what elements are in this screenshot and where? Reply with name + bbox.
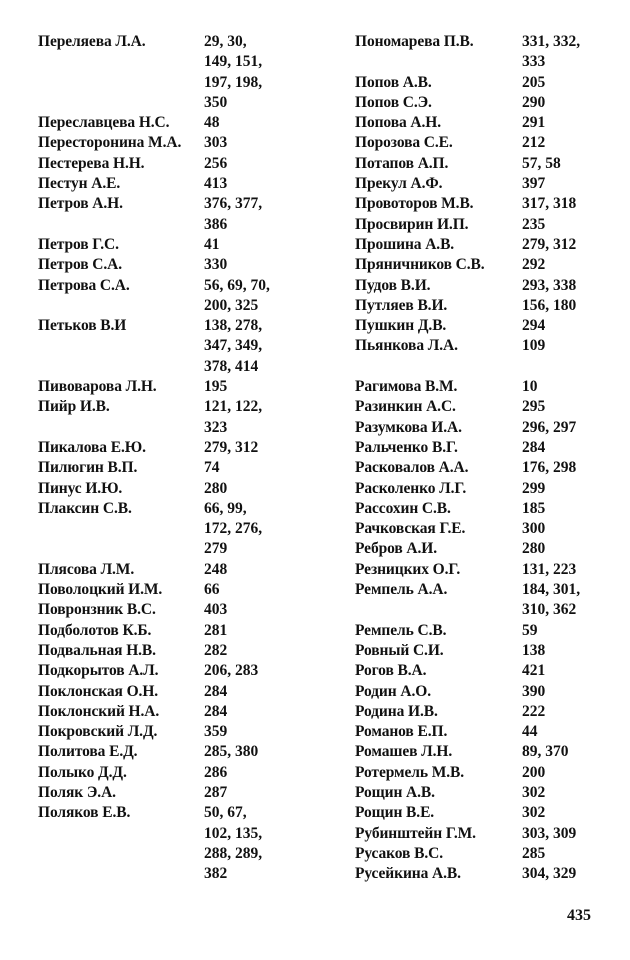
page-reference-line: 44 — [522, 723, 538, 741]
author-name: Покровский Л.Д. — [38, 723, 158, 741]
page-references — [204, 438, 330, 458]
author-name: Романов Е.П. — [355, 723, 448, 741]
author-name: Ремпель А.А. — [355, 581, 448, 599]
author-name: Пушкин Д.В. — [355, 317, 447, 335]
index-entry — [355, 377, 617, 397]
page-reference-line: 57, 58 — [522, 154, 561, 172]
author-name: Плясова Л.М. — [38, 560, 135, 578]
index-entry — [355, 621, 617, 641]
author-name: Родин А.О. — [355, 682, 431, 700]
page-references — [522, 641, 617, 661]
page-reference-line: 66, 99, — [204, 499, 247, 517]
index-entry — [355, 296, 617, 316]
page-references — [204, 742, 330, 762]
page-references — [522, 316, 617, 336]
author-name: Петьков В.И — [38, 317, 127, 335]
page-reference-line: 294 — [522, 317, 546, 335]
page-references — [522, 621, 617, 641]
page-reference-line: 184, 301, — [522, 581, 581, 599]
page-reference-line: 285 — [522, 844, 546, 862]
page-references — [522, 783, 617, 803]
page-reference-line: 74 — [204, 459, 220, 477]
page-reference-line: 222 — [522, 702, 546, 720]
index-entry — [38, 702, 330, 722]
author-name: Подкорытов А.Л. — [38, 662, 159, 680]
page-reference-line: 300 — [522, 520, 546, 538]
index-entry — [355, 864, 617, 884]
page-reference-line: 284 — [204, 702, 228, 720]
index-entry — [38, 742, 330, 762]
index-entry — [355, 357, 617, 377]
author-name: Прошина А.В. — [355, 235, 455, 253]
page-reference-line: 59 — [522, 621, 538, 639]
index-entry — [38, 499, 330, 560]
page-reference-line: 281 — [204, 621, 228, 639]
index-entry — [355, 174, 617, 194]
author-name: Провоторов М.В. — [355, 195, 474, 213]
page-references — [522, 702, 617, 722]
index-entry — [355, 93, 617, 113]
index-entry — [355, 418, 617, 438]
page-reference-line: 131, 223 — [522, 560, 577, 578]
author-name: Пикалова Е.Ю. — [38, 438, 146, 456]
index-entry — [355, 73, 617, 93]
index-entry — [38, 113, 330, 133]
author-name: Рассохин С.В. — [355, 499, 451, 517]
page-reference-line: 347, 349, — [204, 337, 263, 355]
index-entry — [355, 316, 617, 336]
index-entry — [38, 682, 330, 702]
index-entry — [355, 539, 617, 559]
index-entry — [38, 377, 330, 397]
index-entry — [38, 154, 330, 174]
author-name: Потапов А.П. — [355, 154, 449, 172]
page-references — [522, 215, 617, 235]
page-reference-line: 176, 298 — [522, 459, 577, 477]
page-reference-line: 156, 180 — [522, 296, 577, 314]
page-reference-line: 376, 377, — [204, 195, 263, 213]
page-references — [522, 722, 617, 742]
index-entry — [355, 519, 617, 539]
page-reference-line: 303 — [204, 134, 228, 152]
author-name: Петров А.Н. — [38, 195, 123, 213]
index-entry — [38, 255, 330, 275]
author-name: Пьянкова Л.А. — [355, 337, 458, 355]
index-entry — [355, 32, 617, 73]
index-entry — [38, 722, 330, 742]
page-references — [522, 539, 617, 559]
page-reference-line: 205 — [522, 73, 546, 91]
page-references — [522, 296, 617, 316]
author-name: Пийр И.В. — [38, 398, 110, 416]
author-name: Поклонская О.Н. — [38, 682, 159, 700]
page-reference-line: 413 — [204, 175, 228, 193]
page-reference-line: 10 — [522, 378, 538, 396]
index-entry — [355, 499, 617, 519]
index-entry — [355, 276, 617, 296]
page-reference-line: 421 — [522, 662, 546, 680]
page-references — [522, 397, 617, 417]
page-reference-line: 102, 135, — [204, 824, 263, 842]
index-entry — [355, 255, 617, 275]
index-entry — [355, 763, 617, 783]
page-reference-line: 109 — [522, 337, 546, 355]
page-references — [204, 479, 330, 499]
page-reference-line: 350 — [204, 93, 228, 111]
page-references — [204, 113, 330, 133]
page-references — [522, 682, 617, 702]
page-reference-line: 302 — [522, 783, 546, 801]
page-references — [522, 438, 617, 458]
page-reference-line: 287 — [204, 783, 228, 801]
page-reference-line: 280 — [204, 479, 228, 497]
page-reference-line: 206, 283 — [204, 662, 259, 680]
page-reference-line: 235 — [522, 215, 546, 233]
page-references — [204, 255, 330, 275]
author-name: Расковалов А.А. — [355, 459, 469, 477]
index-entry — [38, 621, 330, 641]
author-name: Попов А.В. — [355, 73, 432, 91]
page-reference-line: 323 — [204, 418, 228, 436]
page-references — [522, 418, 617, 438]
page-references — [522, 235, 617, 255]
page-reference-line: 121, 122, — [204, 398, 263, 416]
author-name: Ребров А.И. — [355, 540, 438, 558]
index-entry — [38, 194, 330, 235]
page-reference-line: 29, 30, — [204, 33, 247, 50]
page-reference-line: 256 — [204, 154, 228, 172]
page-references — [204, 803, 330, 884]
page-references — [204, 560, 330, 580]
page-reference-line: 280 — [522, 540, 546, 558]
author-name: Пономарева П.В. — [355, 33, 474, 50]
index-entry — [38, 32, 330, 113]
page-reference-line: 41 — [204, 235, 220, 253]
page-reference-line: 285, 380 — [204, 743, 259, 761]
author-name: Русаков В.С. — [355, 844, 443, 862]
page-references — [522, 336, 617, 356]
page-references — [522, 154, 617, 174]
author-name: Расколенко Л.Г. — [355, 479, 467, 497]
index-entry — [38, 763, 330, 783]
page-reference-line: 279, 312 — [204, 438, 259, 456]
author-name: Поклонский Н.А. — [38, 702, 160, 720]
author-name: Подболотов К.Б. — [38, 621, 152, 639]
page-references — [204, 397, 330, 438]
author-name: Рубинштейн Г.М. — [355, 824, 476, 842]
index-entry — [355, 742, 617, 762]
page-references — [522, 763, 617, 783]
page-reference-line: 290 — [522, 93, 546, 111]
page-references — [204, 235, 330, 255]
page-references — [204, 722, 330, 742]
page-reference-line: 359 — [204, 723, 228, 741]
page-references — [204, 702, 330, 722]
index-column-left — [38, 32, 330, 884]
author-name: Ральченко В.Г. — [355, 438, 458, 456]
index-entry — [355, 560, 617, 580]
index-entry — [355, 336, 617, 356]
index-entry — [355, 580, 617, 621]
author-name: Попов С.Э. — [355, 93, 432, 111]
page-references — [522, 93, 617, 113]
page-references — [522, 113, 617, 133]
index-entry — [38, 397, 330, 438]
page-references — [522, 458, 617, 478]
index-entry — [355, 682, 617, 702]
page-reference-line: 386 — [204, 215, 228, 233]
author-name: Петров Г.С. — [38, 235, 119, 253]
author-name: Ромашев Л.Н. — [355, 743, 453, 761]
index-entry — [38, 560, 330, 580]
index-entry — [355, 824, 617, 844]
index-column-right — [355, 32, 617, 884]
author-name: Пилюгин В.П. — [38, 459, 138, 477]
index-entry — [355, 702, 617, 722]
author-name: Ремпель С.В. — [355, 621, 447, 639]
author-name: Повронзник В.С. — [38, 601, 156, 619]
page-reference-line: 212 — [522, 134, 546, 152]
page-references — [522, 479, 617, 499]
author-name: Рощин В.Е. — [355, 804, 435, 822]
page-reference-line: 48 — [204, 114, 220, 132]
page-reference-line: 138 — [522, 641, 546, 659]
author-name: Поволоцкий И.М. — [38, 581, 163, 599]
index-entry — [355, 641, 617, 661]
index-entry — [355, 438, 617, 458]
author-name: Ротермель М.В. — [355, 763, 465, 781]
index-entry — [38, 458, 330, 478]
index-entry — [355, 844, 617, 864]
author-name: Плаксин С.В. — [38, 499, 132, 517]
page-reference-line: 284 — [204, 682, 228, 700]
index-entry — [355, 215, 617, 235]
page-references — [204, 641, 330, 661]
index-entry — [38, 580, 330, 600]
author-name: Поляков Е.В. — [38, 804, 131, 822]
author-name: Разумкова И.А. — [355, 418, 462, 436]
page-reference-line: 333 — [522, 53, 546, 71]
index-entry — [38, 600, 330, 620]
page-references — [522, 73, 617, 93]
page-reference-line: 248 — [204, 560, 228, 578]
page-reference-line: 172, 276, — [204, 520, 263, 538]
author-name: Рачковская Г.Е. — [355, 520, 466, 538]
page-reference-line: 390 — [522, 682, 546, 700]
page-references — [204, 621, 330, 641]
author-name: Разинкин А.С. — [355, 398, 456, 416]
page-reference-line: 291 — [522, 114, 546, 132]
page-references — [522, 560, 617, 580]
index-entry — [38, 174, 330, 194]
author-name: Рогов В.А. — [355, 662, 427, 680]
index-entry — [355, 783, 617, 803]
page-references — [204, 154, 330, 174]
page-reference-line: 296, 297 — [522, 418, 577, 436]
page-reference-line: 279, 312 — [522, 235, 577, 253]
page-reference-line: 149, 151, — [204, 53, 263, 71]
page-references — [522, 255, 617, 275]
page-reference-line: 299 — [522, 479, 546, 497]
page-references — [522, 174, 617, 194]
index-entry — [38, 438, 330, 458]
index-entry — [355, 194, 617, 214]
page-references — [204, 133, 330, 153]
index-entry — [355, 458, 617, 478]
page-references — [204, 32, 330, 113]
author-name: Поляк Э.А. — [38, 783, 116, 801]
page-references — [522, 661, 617, 681]
author-name: Пинус И.Ю. — [38, 479, 123, 497]
page-references — [204, 580, 330, 600]
author-name: Петрова С.А. — [38, 276, 130, 294]
author-name: Петров С.А. — [38, 256, 123, 274]
page-references — [522, 499, 617, 519]
page-reference-line — [522, 357, 617, 377]
page-reference-line: 293, 338 — [522, 276, 577, 294]
page-references — [522, 742, 617, 762]
index-entry — [355, 154, 617, 174]
page-references — [204, 763, 330, 783]
author-name: Пивоварова Л.Н. — [38, 378, 157, 396]
page-references — [204, 600, 330, 620]
page-references — [522, 377, 617, 397]
page-reference-line: 279 — [204, 540, 228, 558]
author-name: Рагимова В.М. — [355, 378, 458, 396]
page-reference-line: 303, 309 — [522, 824, 577, 842]
page-references — [204, 458, 330, 478]
page-references — [204, 682, 330, 702]
author-name: Ровный С.И. — [355, 641, 444, 659]
author-name: Рощин А.В. — [355, 783, 435, 801]
author-name: Путляев В.И. — [355, 296, 448, 314]
page-reference-line: 286 — [204, 763, 228, 781]
index-entry — [355, 479, 617, 499]
author-name: Пряничников С.В. — [355, 256, 485, 274]
page-reference-line: 138, 278, — [204, 317, 263, 335]
page-reference-line: 185 — [522, 499, 546, 517]
author-name: Пудов В.И. — [355, 276, 431, 294]
author-name: Просвирин И.П. — [355, 215, 469, 233]
page-reference-line: 403 — [204, 601, 228, 619]
page-references — [204, 783, 330, 803]
page-reference-line: 302 — [522, 804, 546, 822]
index-entry — [38, 783, 330, 803]
page-references — [522, 824, 617, 844]
author-name: Попова А.Н. — [355, 114, 441, 132]
index-entry — [38, 276, 330, 317]
page-reference-line: 330 — [204, 256, 228, 274]
index-entry — [38, 235, 330, 255]
index-entry — [38, 133, 330, 153]
index-entry — [355, 235, 617, 255]
author-name: Пестерева Н.Н. — [38, 154, 145, 172]
page-references — [522, 194, 617, 214]
author-name: Полыко Д.Д. — [38, 763, 127, 781]
author-name: Резницких О.Г. — [355, 560, 461, 578]
author-name: Переславцева Н.С. — [38, 114, 170, 132]
page-reference-line: 56, 69, 70, — [204, 276, 270, 294]
author-name: Русейкина А.В. — [355, 865, 461, 883]
page-number: 435 — [567, 907, 591, 924]
author-name: Подвальная Н.В. — [38, 641, 156, 659]
page-references — [204, 661, 330, 681]
index-entry — [355, 661, 617, 681]
page-references — [522, 580, 617, 621]
page-references — [204, 499, 330, 560]
page-reference-line: 66 — [204, 581, 220, 599]
author-name: Переляева Л.А. — [38, 33, 146, 50]
author-name: Политова Е.Д. — [38, 743, 138, 761]
page-references — [204, 316, 330, 377]
index-entry — [38, 661, 330, 681]
author-name: Родина И.В. — [355, 702, 438, 720]
index-entry — [38, 316, 330, 377]
page-references — [522, 864, 617, 884]
index-entry — [355, 397, 617, 417]
page-reference-line: 310, 362 — [522, 601, 577, 619]
page-reference-line: 378, 414 — [204, 357, 259, 375]
page-references — [204, 174, 330, 194]
page-references — [522, 803, 617, 823]
page-reference-line: 50, 67, — [204, 804, 247, 822]
page-reference-line: 89, 370 — [522, 743, 569, 761]
page-references — [204, 276, 330, 317]
page-references — [522, 276, 617, 296]
page-reference-line: 304, 329 — [522, 865, 577, 883]
index-entry — [355, 722, 617, 742]
page-reference-line: 331, 332, — [522, 33, 581, 50]
page-references — [204, 377, 330, 397]
page-references — [522, 133, 617, 153]
author-name: Пестун А.Е. — [38, 175, 121, 193]
page-reference-line: 288, 289, — [204, 844, 263, 862]
index-entry — [355, 803, 617, 823]
page-reference-line: 382 — [204, 865, 228, 883]
page-references — [522, 357, 617, 377]
page-reference-line: 317, 318 — [522, 195, 577, 213]
index-entry — [355, 113, 617, 133]
page-reference-line: 197, 198, — [204, 73, 263, 91]
author-name: Пересторонина М.А. — [38, 134, 182, 152]
page-references — [204, 194, 330, 235]
page-reference-line: 195 — [204, 378, 228, 396]
page-references — [522, 519, 617, 539]
page-references — [522, 32, 617, 73]
page-references — [522, 844, 617, 864]
index-entry — [38, 479, 330, 499]
page-reference-line: 200, 325 — [204, 296, 259, 314]
index-entry — [38, 641, 330, 661]
author-name: Порозова С.Е. — [355, 134, 453, 152]
page-reference-line: 397 — [522, 175, 546, 193]
page-reference-line: 295 — [522, 398, 546, 416]
author-name: Прекул А.Ф. — [355, 175, 443, 193]
index-entry — [38, 803, 330, 884]
page-reference-line: 282 — [204, 641, 228, 659]
page-reference-line: 292 — [522, 256, 546, 274]
page-reference-line: 284 — [522, 438, 546, 456]
index-entry — [355, 133, 617, 153]
page-reference-line: 200 — [522, 763, 546, 781]
